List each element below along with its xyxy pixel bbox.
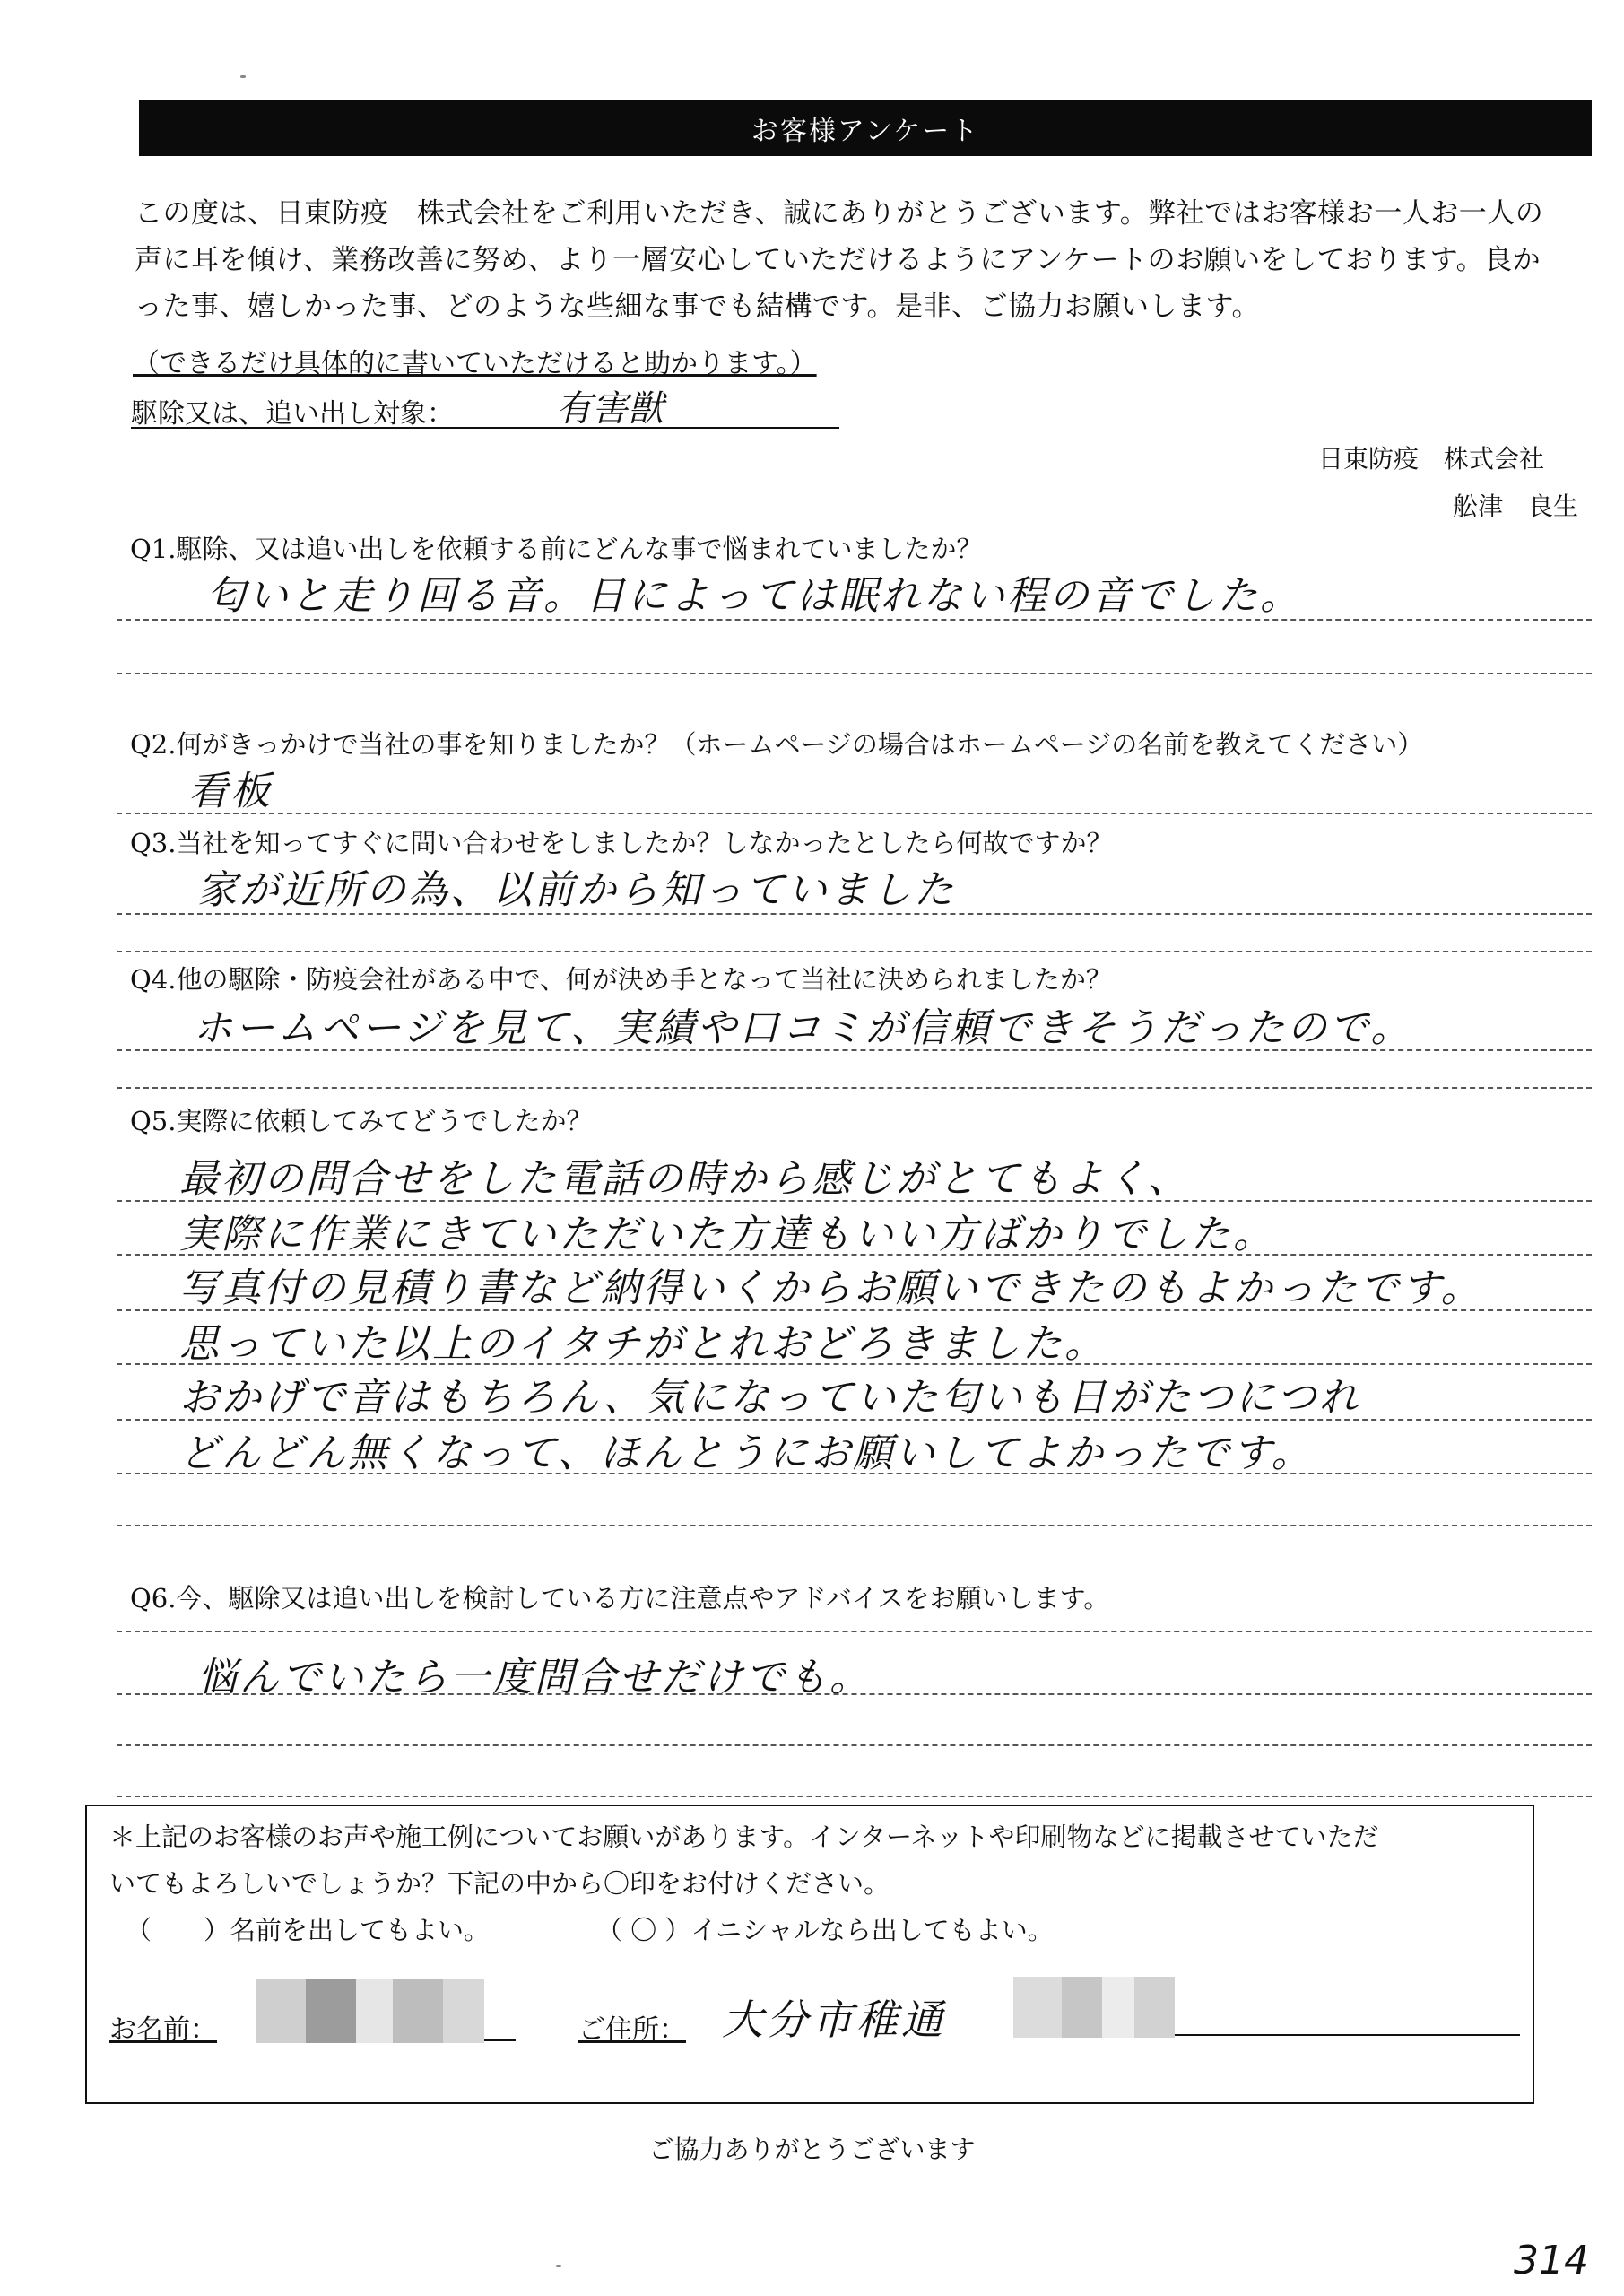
redacted-name bbox=[256, 1979, 484, 2043]
answer-rule bbox=[117, 1693, 1592, 1695]
intro-line-1: この度は、日東防疫 株式会社をご利用いただき、誠にありがとうございます。弊社ではお客様お一人お一人の bbox=[135, 197, 1544, 230]
answer-5-line-6: どんどん無くなって、ほんとうにお願いしてよかったです。 bbox=[179, 1431, 1314, 1476]
name-underline bbox=[484, 2039, 516, 2041]
scan-speck bbox=[556, 2265, 561, 2267]
target-value: 有害獣 bbox=[556, 388, 664, 430]
address-underline bbox=[1175, 2034, 1520, 2036]
answer-rule bbox=[117, 619, 1592, 621]
answer-6-line-1: 悩んでいたら一度問合せだけでも。 bbox=[197, 1655, 872, 1700]
consent-option-name[interactable]: （ ）名前を出してもよい。 bbox=[126, 1915, 491, 1945]
address-label: ご住所： bbox=[578, 2014, 686, 2046]
answer-5-line-5: おかげで音はもちろん、気になっていた匂いも日がたつにつれ bbox=[179, 1375, 1361, 1421]
answer-rule bbox=[117, 673, 1592, 674]
question-4: Q4.他の駆除・防疫会社がある中で、何が決め手となって当社に決められましたか？ bbox=[130, 964, 1112, 995]
company-person: 舩津 良生 bbox=[1453, 492, 1579, 520]
target-label: 駆除又は、追い出し対象： bbox=[131, 398, 454, 430]
answer-3-line-1: 家が近所の為、以前から知っていました bbox=[197, 867, 956, 913]
question-1: Q1.駆除、又は追い出しを依頼する前にどんな事で悩まれていましたか？ bbox=[130, 534, 983, 564]
answer-rule bbox=[117, 1049, 1592, 1051]
answer-5-line-1: 最初の問合せをした電話の時から感じがとてもよく、 bbox=[179, 1156, 1191, 1202]
name-label: お名前： bbox=[109, 2014, 217, 2046]
answer-rule bbox=[117, 951, 1592, 952]
answer-rule bbox=[117, 1796, 1592, 1797]
question-6: Q6.今、駆除又は追い出しを検討している方に注意点やアドバイスをお願いします。 bbox=[130, 1583, 1110, 1613]
scan-speck bbox=[240, 75, 246, 78]
intro-text bbox=[135, 190, 1596, 330]
answer-rule bbox=[117, 813, 1592, 814]
survey-title: お客様アンケート bbox=[751, 116, 980, 147]
consent-text bbox=[109, 1813, 1508, 1907]
answer-rule bbox=[117, 1087, 1592, 1089]
address-value: 大分市稚通 bbox=[722, 1996, 946, 2044]
question-2: Q2.何がきっかけで当社の事を知りましたか？（ホームページの場合はホームページの名前を教えてください） bbox=[130, 729, 1424, 760]
answer-rule bbox=[117, 913, 1592, 915]
target-underline bbox=[131, 427, 839, 429]
company-name: 日東防疫 株式会社 bbox=[1318, 445, 1545, 473]
intro-line-3: った事、嬉しかった事、どのような些細な事でも結構です。是非、ご協力お願いします。 bbox=[135, 291, 1261, 323]
intro-note: （できるだけ具体的に書いていただけると助かります。） bbox=[133, 348, 817, 379]
answer-5-line-2: 実際に作業にきていただいた方達もいい方ばかりでした。 bbox=[179, 1212, 1275, 1257]
answer-1-line-1: 匂いと走り回る音。日によっては眠れない程の音でした。 bbox=[206, 573, 1302, 619]
consent-option-initials[interactable]: （ 〇 ）イニシャルなら出してもよい。 bbox=[596, 1915, 1054, 1945]
answer-rule bbox=[117, 1525, 1592, 1526]
answer-2-line-1: 看板 bbox=[188, 769, 273, 814]
question-5: Q5.実際に依頼してみてどうでしたか？ bbox=[130, 1106, 593, 1136]
thanks-text: ご協力ありがとうございます bbox=[648, 2135, 976, 2163]
survey-title-bar bbox=[139, 100, 1592, 156]
answer-5-line-3: 写真付の見積り書など納得いくからお願いできたのもよかったです。 bbox=[179, 1265, 1483, 1311]
intro-line-2: 声に耳を傾け、業務改善に努め、より一層安心していただけるようにアンケートのお願いをしております。良か bbox=[135, 244, 1541, 276]
answer-rule bbox=[117, 1631, 1592, 1632]
redacted-address bbox=[1013, 1977, 1175, 2038]
page-number: 314 bbox=[1514, 2238, 1589, 2283]
answer-5-line-4: 思っていた以上のイタチがとれおどろきました。 bbox=[179, 1321, 1107, 1367]
answer-rule bbox=[117, 1473, 1592, 1474]
consent-line-2: いてもよろしいでしょうか？下記の中から〇印をお付けください。 bbox=[109, 1868, 890, 1899]
question-3: Q3.当社を知ってすぐに問い合わせをしましたか？しなかったとしたら何故ですか？ bbox=[130, 828, 1113, 858]
answer-4-line-1: ホームページを見て、実績や口コミが信頼できそうだったので。 bbox=[193, 1005, 1413, 1051]
consent-line-1: ＊上記のお客様のお声や施工例についてお願いがあります。インターネットや印刷物などに掲載させていただ bbox=[109, 1822, 1379, 1852]
answer-rule bbox=[117, 1744, 1592, 1746]
